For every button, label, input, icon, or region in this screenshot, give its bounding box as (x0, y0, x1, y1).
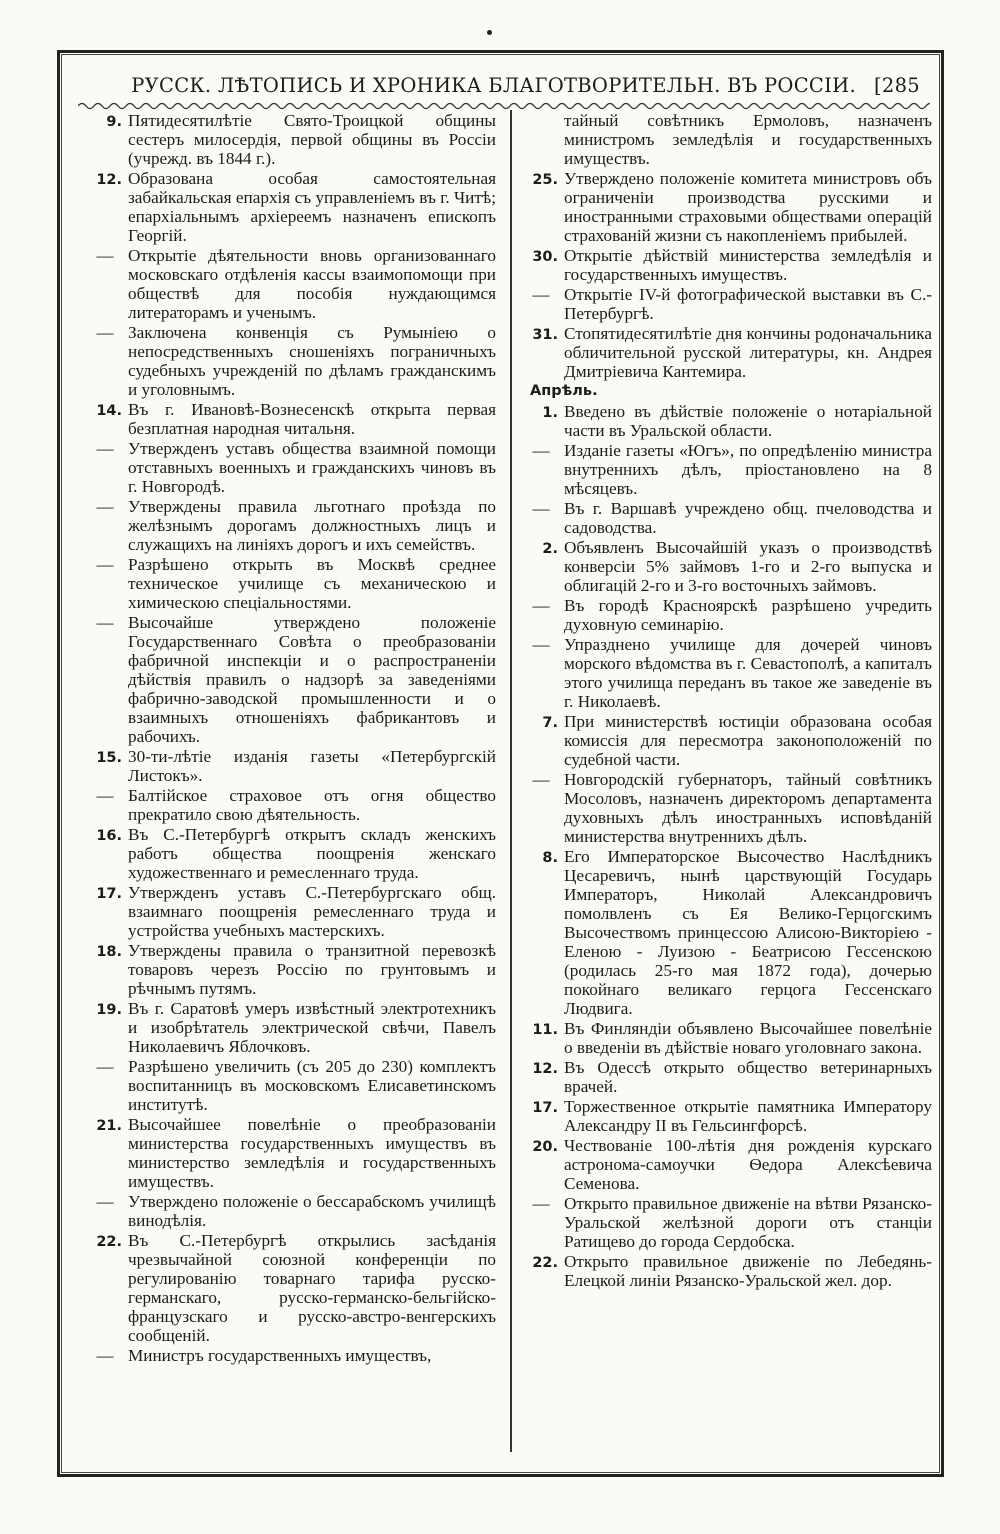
chronicle-entry (88, 786, 496, 824)
chronicle-entry (88, 1231, 496, 1345)
entry-text: Балтійское страховое отъ огня общество прекратило свою дѣятельность. (128, 786, 496, 824)
chronicle-entry (524, 596, 932, 634)
entry-day: 19. (96, 1002, 122, 1018)
entry-dash: — (532, 1194, 550, 1213)
entries-april (524, 402, 932, 1290)
chronicle-entry (88, 246, 496, 322)
entry-text: 30-ти-лѣтіе изданія газеты «Петербургскій Листокъ». (128, 747, 496, 785)
running-header (80, 68, 920, 102)
entry-text: Пятидесятилѣтіе Свято-Троицкой общины сестеръ милосердія, первой общины въ Россіи (учрежд. въ 1844 г.). (128, 111, 496, 168)
entry-text: Утверждены правила льготнаго проѣзда по желѣзнымъ дорогамъ должностныхъ лицъ и служащихъ на линіяхъ дорогъ и ихъ семействъ. (128, 497, 496, 554)
chronicle-entry (88, 1115, 496, 1191)
entry-day: 8. (542, 850, 558, 866)
entry-text: Утверждены правила о транзитной перевозкѣ товаровъ черезъ Россію по грунтовымъ и рѣчнымъ путямъ. (128, 941, 496, 998)
entry-day: 17. (532, 1100, 558, 1116)
chronicle-entry (524, 712, 932, 769)
chronicle-entry (88, 941, 496, 998)
entry-dash: — (96, 323, 114, 342)
chronicle-entry (524, 441, 932, 498)
entry-dash: — (532, 285, 550, 304)
chronicle-entry (88, 439, 496, 496)
chronicle-entry (524, 1058, 932, 1096)
chronicle-entry (88, 613, 496, 746)
chronicle-entry (524, 246, 932, 284)
entry-text: Открыто правильное движеніе по Лебедянь-Елецкой линіи Рязанско-Уральской жел. дор. (564, 1252, 932, 1290)
entry-dash: — (532, 635, 550, 654)
right-column (524, 111, 932, 1291)
entry-text: Изданіе газеты «Югъ», по опредѣленію министра внутреннихъ дѣлъ, пріостановлено на 8 мѣсяцевъ. (564, 441, 932, 498)
chronicle-entry (88, 1057, 496, 1114)
entry-text: Въ С.-Петербургѣ открытъ складъ женскихъ работъ общества поощренія женскаго художественнаго и ремесленнаго труда. (128, 825, 496, 882)
chronicle-entry (88, 825, 496, 882)
chronicle-entry (88, 323, 496, 399)
entry-text: Введено въ дѣйствіе положеніе о нотаріальной части въ Уральской области. (564, 402, 932, 440)
entry-dash: — (96, 1346, 114, 1365)
column-divider (510, 110, 512, 1452)
entry-text: Разрѣшено открыть въ Москвѣ среднее техническое училище съ механическою и химическою спеціальностями. (128, 555, 496, 612)
entry-day: 17. (96, 886, 122, 902)
entry-day: 11. (532, 1022, 558, 1038)
chronicle-entry (88, 400, 496, 438)
chronicle-entry (88, 1192, 496, 1230)
entry-dash: — (96, 786, 114, 805)
entry-day: 16. (96, 828, 122, 844)
entry-dash: — (96, 246, 114, 265)
entry-day: 18. (96, 944, 122, 960)
chronicle-entry (88, 497, 496, 554)
continuation-text: тайный совѣтникъ Ермоловъ, назначенъ министромъ земледѣлія и государственныхъ имуществъ. (564, 111, 932, 168)
entry-text: Утверждено положеніе о бессарабскомъ училищѣ винодѣлія. (128, 1192, 496, 1230)
entry-dash: — (532, 770, 550, 789)
entry-dash: — (96, 1192, 114, 1211)
chronicle-entry (524, 538, 932, 595)
entry-text: Высочайшее повелѣніе о преобразованіи министерства государственныхъ имуществъ въ министерство земледѣлія и государственныхъ имуществъ. (128, 1115, 496, 1191)
entry-dash: — (532, 596, 550, 615)
chronicle-entry (524, 324, 932, 381)
entry-text: Утверждено положеніе комитета министровъ объ ограниченіи производства русскими и иностранными страховыми обществами операцій страхованій жизни съ накопленіемъ прибылей. (564, 169, 932, 245)
entry-text: Министръ государственныхъ имуществъ, (128, 1346, 432, 1365)
entry-text: При министерствѣ юстиціи образована особая комиссія для пересмотра законоположеній по судебной части. (564, 712, 932, 769)
chronicle-entry (88, 747, 496, 785)
chronicle-entry (524, 169, 932, 245)
entry-text: Торжественное открытіе памятника Императору Александру II въ Гельсингфорсѣ. (564, 1097, 932, 1135)
month-heading: Апрѣль. (530, 383, 598, 399)
entry-day: 30. (532, 249, 558, 265)
left-column (88, 111, 496, 1366)
chronicle-entry (524, 847, 932, 1018)
chronicle-entry (88, 883, 496, 940)
entry-text: Разрѣшено увеличить (съ 205 до 230) комплектъ воспитанницъ въ московскомъ Елисаветинскомъ институтѣ. (128, 1057, 496, 1114)
entry-text: Образована особая самостоятельная забайкальская епархія съ управленіемъ въ г. Читѣ; епархіальнымъ архіереемъ назначенъ епископъ Георгій. (128, 169, 496, 245)
entry-text: Стопятидесятилѣтіе дня кончины родоначальника обличительной русской литературы, кн. Андрея Дмитріевича Кантемира. (564, 324, 932, 381)
entry-text: Утвержденъ уставъ С.-Петербургскаго общ. взаимнаго поощренія ремесленнаго труда и устройства учебныхъ мастерскихъ. (128, 883, 496, 940)
entry-day: 2. (542, 541, 558, 557)
running-title: РУССК. ЛѢТОПИСЬ И ХРОНИКА БЛАГОТВОРИТЕЛЬН. ВЪ РОССІИ. (131, 73, 856, 97)
chronicle-entry (88, 169, 496, 245)
entry-day: 9. (106, 114, 122, 130)
chronicle-entry (524, 1019, 932, 1057)
entry-day: 21. (96, 1118, 122, 1134)
entries-march-end (524, 169, 932, 381)
entry-day: 14. (96, 403, 122, 419)
entry-day: 20. (532, 1139, 558, 1155)
entry-text: Чествованіе 100-лѣтія дня рожденія курскаго астронома-самоучки Ѳедора Алексѣевича Семенова. (564, 1136, 932, 1193)
entry-day: 15. (96, 750, 122, 766)
entry-dash: — (532, 441, 550, 460)
chronicle-entry (524, 1194, 932, 1251)
entry-dash: — (96, 439, 114, 458)
chronicle-entry (88, 111, 496, 168)
entry-day: 31. (532, 327, 558, 343)
entry-text: Въ Финляндіи объявлено Высочайшее повелѣніе о введеніи въ дѣйствіе новаго уголовнаго закона. (564, 1019, 932, 1057)
entry-text: Въ городѣ Красноярскѣ разрѣшено учредить духовную семинарію. (564, 596, 932, 634)
entry-day: 25. (532, 172, 558, 188)
entry-text: Упразднено училище для дочерей чиновъ морского вѣдомства въ г. Севастополѣ, а капиталъ этого училища переданъ въ такое же заведеніе въ г. Николаевѣ. (564, 635, 932, 711)
entry-day: 22. (96, 1234, 122, 1250)
entry-day: 22. (532, 1255, 558, 1271)
entry-text: Въ Одессѣ открыто общество ветеринарныхъ врачей. (564, 1058, 932, 1096)
entry-text: Открытіе дѣятельности вновь организованнаго московскаго отдѣленія кассы взаимопомощи при обществѣ для пособія нуждающимся литераторамъ и ученымъ. (128, 246, 496, 322)
entry-text: Высочайше утверждено положеніе Государственнаго Совѣта о преобразованіи фабричной инспекціи и о распространеніи дѣйствія правилъ о надзорѣ за заведеніями фабрично-заводской промышленности и о взаимныхъ отношеніяхъ фабрикантовъ и рабочихъ. (128, 613, 496, 746)
entry-text: Его Императорское Высочество Наслѣдникъ Цесаревичъ, нынѣ царствующій Государь Императоръ, Николай Александровичъ помолвленъ съ Ея Велико-Герцогскимъ Высочествомъ принцессою Алисою-Викторіею - Еленою - Луизою - Беатрисою Гессенскою (родилась 25-го мая 1872 года), дочерью покойнаго великаго герцога Гессенскаго Людвига. (564, 847, 932, 1018)
page-number: [285 (873, 73, 920, 97)
entry-dash: — (96, 497, 114, 516)
entry-dash: — (96, 613, 114, 632)
chronicle-entry (524, 499, 932, 537)
entry-text: Открытіе дѣйствій министерства земледѣлія и государственныхъ имуществъ. (564, 246, 932, 284)
chronicle-entry (524, 635, 932, 711)
entry-dash: — (532, 499, 550, 518)
entry-dash: — (96, 555, 114, 574)
entry-text: Въ г. Ивановѣ-Вознесенскѣ открыта первая безплатная народная читальня. (128, 400, 496, 438)
entry-day: 12. (96, 172, 122, 188)
entry-day: 12. (532, 1061, 558, 1077)
chronicle-entry (524, 285, 932, 323)
entry-text: Утвержденъ уставъ общества взаимной помощи отставныхъ военныхъ и гражданскихъ чиновъ въ г. Новгородѣ. (128, 439, 496, 496)
entry-text: Заключена конвенція съ Румыніею о непосредственныхъ сношеніяхъ пограничныхъ судебныхъ учрежденій по дѣламъ гражданскимъ и уголовнымъ. (128, 323, 496, 399)
chronicle-entry (88, 1346, 496, 1365)
page-speck (487, 30, 492, 35)
entry-text: Въ г. Саратовѣ умеръ извѣстный электротехникъ и изобрѣтатель электрической свѣчи, Павелъ Николаевичъ Яблочковъ. (128, 999, 496, 1056)
entry-text: Объявленъ Высочайшій указъ о производствѣ конверсіи 5% займовъ 1-го и 2-го выпуска и облигацій 2-го и 3-го восточныхъ займовъ. (564, 538, 932, 595)
chronicle-entry (88, 999, 496, 1056)
entry-text: Въ г. Варшавѣ учреждено общ. пчеловодства и садоводства. (564, 499, 932, 537)
chronicle-entry (524, 770, 932, 846)
entry-day: 7. (542, 715, 558, 731)
chronicle-entry (524, 1136, 932, 1193)
chronicle-entry (524, 1252, 932, 1290)
entry-day: 1. (542, 405, 558, 421)
chronicle-entry (524, 1097, 932, 1135)
entry-text: Открытіе IV-й фотографической выставки въ С.-Петербургѣ. (564, 285, 932, 323)
entry-text: Новгородскій губернаторъ, тайный совѣтникъ Мосоловъ, назначенъ директоромъ департамента духовныхъ дѣлъ иностранныхъ исповѣданій министерства внутреннихъ дѣлъ. (564, 770, 932, 846)
entry-dash: — (96, 1057, 114, 1076)
entry-text: Открыто правильное движеніе на вѣтви Рязанско-Уральской желѣзной дороги отъ станціи Ратищево до города Сердобска. (564, 1194, 932, 1251)
chronicle-entry (88, 555, 496, 612)
entry-text: Въ С.-Петербургѣ открылись засѣданія чрезвычайной союзной конференціи по регулированію товарнаго тарифа русско-германскаго, русско-германско-бельгійско-французскаго и русско-австро-венгерскихъ сообщеній. (128, 1231, 496, 1345)
chronicle-entry (524, 402, 932, 440)
